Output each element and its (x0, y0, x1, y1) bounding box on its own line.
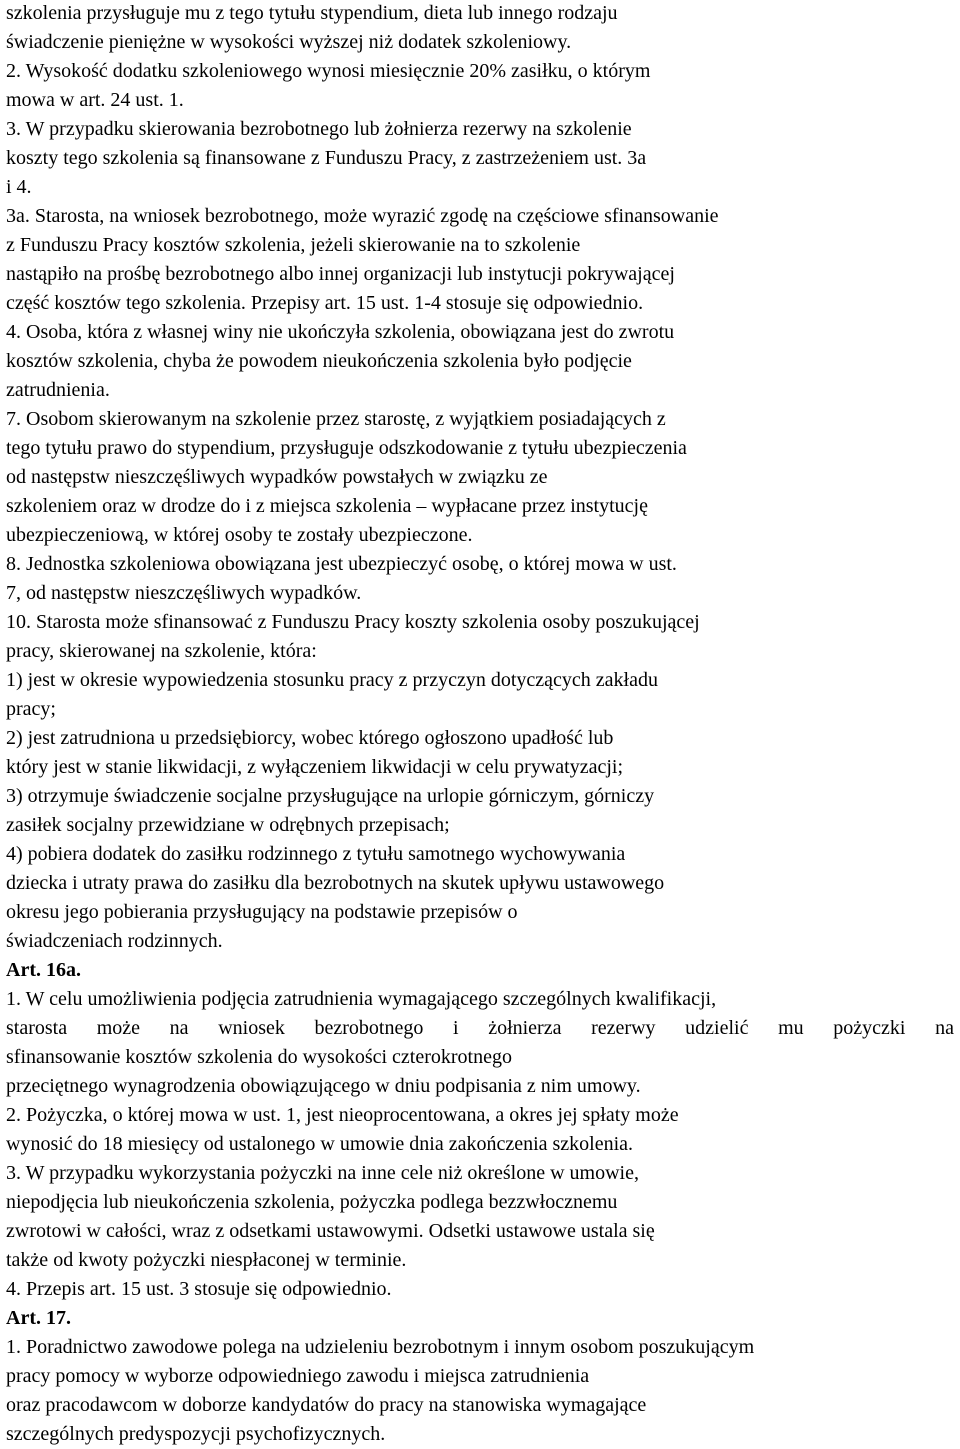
text-line: zwrotowi w całości, wraz z odsetkami ustawowymi. Odsetki ustawowe ustala się (6, 1220, 655, 1242)
text-line: 4) pobiera dodatek do zasiłku rodzinnego z tytułu samotnego wychowywania (6, 843, 626, 865)
text-line: mowa w art. 24 ust. 1. (6, 89, 184, 111)
text-line: 4. Przepis art. 15 ust. 3 stosuje się odpowiednio. (6, 1278, 392, 1300)
text-line: część kosztów tego szkolenia. Przepisy art. 15 ust. 1-4 stosuje się odpowiednio. (6, 292, 644, 314)
article-heading: Art. 16a. (6, 959, 81, 981)
article-heading: Art. 17. (6, 1307, 71, 1329)
text-line: kosztów szkolenia, chyba że powodem nieukończenia szkolenia było podjęcie (6, 350, 632, 372)
text-line: 7, od następstw nieszczęśliwych wypadków. (6, 582, 362, 604)
text-line: starosta może na wniosek bezrobotnego i żołnierza rezerwy udzielić mu pożyczki na (6, 1017, 954, 1039)
text-line: i 4. (6, 176, 32, 198)
text-line: nastąpiło na prośbę bezrobotnego albo innej organizacji lub instytucji pokrywającej (6, 263, 675, 285)
text-line: pracy, skierowanej na szkolenie, która: (6, 640, 317, 662)
text-line: 7. Osobom skierowanym na szkolenie przez starostę, z wyjątkiem posiadających z (6, 408, 666, 430)
text-line: sfinansowanie kosztów szkolenia do wysokości czterokrotnego (6, 1046, 512, 1068)
text-line: zatrudnienia. (6, 379, 110, 401)
text-line: 1) jest w okresie wypowiedzenia stosunku pracy z przyczyn dotyczących zakładu (6, 669, 658, 691)
text-line: przeciętnego wynagrodzenia obowiązującego w dniu podpisania z nim umowy. (6, 1075, 641, 1097)
text-line: oraz pracodawcom w doborze kandydatów do pracy na stanowiska wymagające (6, 1394, 647, 1416)
text-line: niepodjęcia lub nieukończenia szkolenia, pożyczka podlega bezzwłocznemu (6, 1191, 618, 1213)
text-line: który jest w stanie likwidacji, z wyłączeniem likwidacji w celu prywatyzacji; (6, 756, 624, 778)
text-line: ubezpieczeniową, w której osoby te zostały ubezpieczone. (6, 524, 473, 546)
text-line: 1. W celu umożliwienia podjęcia zatrudnienia wymagającego szczególnych kwalifikacji, (6, 988, 717, 1010)
text-line: pracy; (6, 698, 56, 720)
text-line: także od kwoty pożyczki niespłaconej w terminie. (6, 1249, 407, 1271)
text-line: dziecka i utraty prawa do zasiłku dla bezrobotnych na skutek upływu ustawowego (6, 872, 665, 894)
text-line: pracy pomocy w wyborze odpowiedniego zawodu i miejsca zatrudnienia (6, 1365, 590, 1387)
text-line: wynosić do 18 miesięcy od ustalonego w umowie dnia zakończenia szkolenia. (6, 1133, 634, 1155)
text-line: szkolenia przysługuje mu z tego tytułu stypendium, dieta lub innego rodzaju (6, 2, 618, 24)
text-line: 4. Osoba, która z własnej winy nie ukończyła szkolenia, obowiązana jest do zwrotu (6, 321, 675, 343)
text-line: szkoleniem oraz w drodze do i z miejsca szkolenia – wypłacane przez instytucję (6, 495, 648, 517)
text-line: 3. W przypadku skierowania bezrobotnego lub żołnierza rezerwy na szkolenie (6, 118, 632, 140)
text-line: zasiłek socjalny przewidziane w odrębnych przepisach; (6, 814, 450, 836)
text-line: 3) otrzymuje świadczenie socjalne przysługujące na urlopie górniczym, górniczy (6, 785, 655, 807)
text-line: 3. W przypadku wykorzystania pożyczki na inne cele niż określone w umowie, (6, 1162, 639, 1184)
text-line: od następstw nieszczęśliwych wypadków powstałych w związku ze (6, 466, 548, 488)
text-line: tego tytułu prawo do stypendium, przysługuje odszkodowanie z tytułu ubezpieczenia (6, 437, 687, 459)
text-line: 2. Wysokość dodatku szkoleniowego wynosi miesięcznie 20% zasiłku, o którym (6, 60, 651, 82)
text-line: 2) jest zatrudniona u przedsiębiorcy, wobec którego ogłoszono upadłość lub (6, 727, 614, 749)
text-line: świadczenie pieniężne w wysokości wyższej niż dodatek szkoleniowy. (6, 31, 572, 53)
text-line: świadczeniach rodzinnych. (6, 930, 223, 952)
text-line: 2. Pożyczka, o której mowa w ust. 1, jest nieoprocentowana, a okres jej spłaty może (6, 1104, 679, 1126)
text-line: 8. Jednostka szkoleniowa obowiązana jest ubezpieczyć osobę, o której mowa w ust. (6, 553, 677, 575)
text-line: szczególnych predyspozycji psychofizycznych. (6, 1423, 386, 1445)
text-line: koszty tego szkolenia są finansowane z Funduszu Pracy, z zastrzeżeniem ust. 3a (6, 147, 647, 169)
text-line: 10. Starosta może sfinansować z Funduszu Pracy koszty szkolenia osoby poszukującej (6, 611, 700, 633)
text-line: 1. Poradnictwo zawodowe polega na udzieleniu bezrobotnym i innym osobom poszukującym (6, 1336, 755, 1358)
text-line: z Funduszu Pracy kosztów szkolenia, jeżeli skierowanie na to szkolenie (6, 234, 581, 256)
text-line: 3a. Starosta, na wniosek bezrobotnego, może wyrazić zgodę na częściowe sfinansowanie (6, 205, 719, 227)
text-line: okresu jego pobierania przysługujący na podstawie przepisów o (6, 901, 518, 923)
